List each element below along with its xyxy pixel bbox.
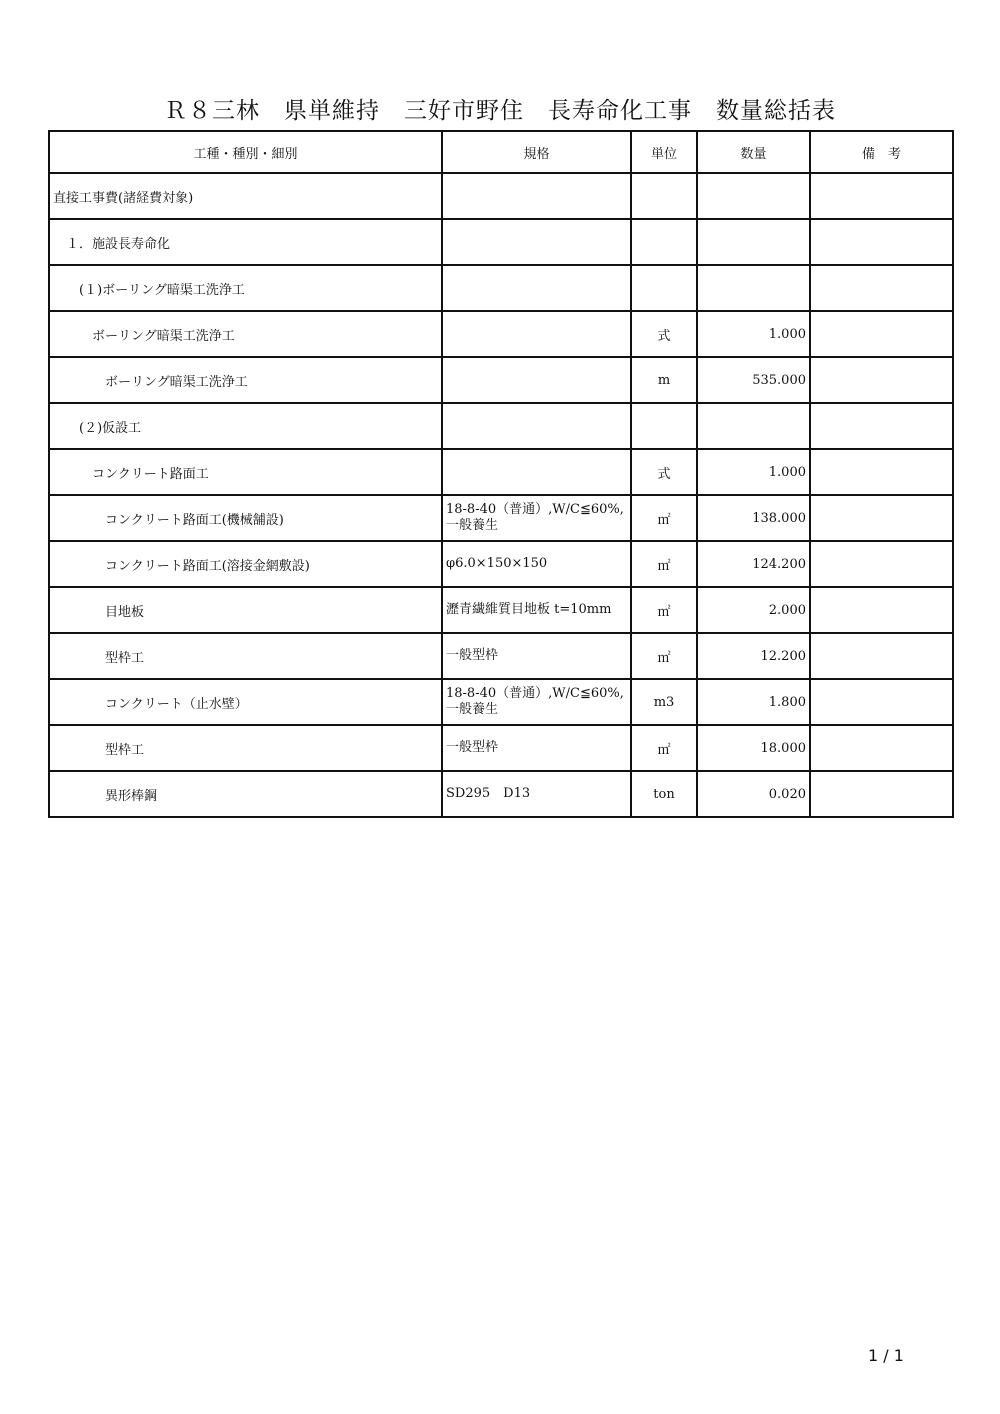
name-cell: (１)ボーリング暗渠工洗浄工 — [49, 265, 442, 311]
name-cell: コンクリート（止水壁） — [49, 679, 442, 725]
note-cell — [810, 219, 953, 265]
table-row — [49, 541, 953, 587]
page-number: 1 / 1 — [868, 1346, 904, 1365]
name-cell: 型枠工 — [49, 633, 442, 679]
name-cell: ボーリング暗渠工洗浄工 — [49, 357, 442, 403]
note-cell — [810, 771, 953, 817]
quantity-cell — [697, 219, 810, 265]
spec-cell: 18-8-40（普通）,W/C≦60%,一般養生 — [442, 495, 631, 541]
header-qty: 数量 — [697, 131, 810, 173]
table-row — [49, 633, 953, 679]
table-row — [49, 449, 953, 495]
quantity-cell — [697, 173, 810, 219]
unit-cell: ton — [631, 771, 697, 817]
spec-cell — [442, 173, 631, 219]
table-row — [49, 219, 953, 265]
note-cell — [810, 311, 953, 357]
table-row — [49, 265, 953, 311]
quantity-cell: 1.800 — [697, 679, 810, 725]
name-cell: コンクリート路面工(機械舗設) — [49, 495, 442, 541]
spec-cell — [442, 449, 631, 495]
note-cell — [810, 265, 953, 311]
page-title: Ｒ８三林 県単維持 三好市野住 長寿命化工事 数量総括表 — [164, 98, 836, 124]
header-spec: 規格 — [442, 131, 631, 173]
header-unit: 単位 — [631, 131, 697, 173]
unit-cell: ㎡ — [631, 495, 697, 541]
spec-cell: φ6.0×150×150 — [442, 541, 631, 587]
unit-cell: ㎡ — [631, 587, 697, 633]
table-row — [49, 173, 953, 219]
note-cell — [810, 173, 953, 219]
unit-cell: ㎡ — [631, 725, 697, 771]
spec-cell — [442, 265, 631, 311]
table-body — [49, 173, 953, 817]
table-row — [49, 357, 953, 403]
unit-cell — [631, 219, 697, 265]
quantity-cell: 18.000 — [697, 725, 810, 771]
name-cell: ボーリング暗渠工洗浄工 — [49, 311, 442, 357]
name-cell: １．施設長寿命化 — [49, 219, 442, 265]
quantity-summary-table — [48, 130, 954, 818]
quantity-cell: 0.020 — [697, 771, 810, 817]
note-cell — [810, 495, 953, 541]
unit-cell: ㎡ — [631, 541, 697, 587]
note-cell — [810, 449, 953, 495]
table-header-row — [49, 131, 953, 173]
unit-cell: m3 — [631, 679, 697, 725]
unit-cell: m — [631, 357, 697, 403]
spec-cell: SD295 D13 — [442, 771, 631, 817]
name-cell: 目地板 — [49, 587, 442, 633]
quantity-cell: 1.000 — [697, 311, 810, 357]
spec-cell — [442, 403, 631, 449]
note-cell — [810, 679, 953, 725]
unit-cell — [631, 265, 697, 311]
quantity-cell: 138.000 — [697, 495, 810, 541]
header-name: 工種・種別・細別 — [49, 131, 442, 173]
table-row — [49, 495, 953, 541]
spec-cell: 一般型枠 — [442, 633, 631, 679]
table-row — [49, 771, 953, 817]
unit-cell: 式 — [631, 311, 697, 357]
quantity-cell: 1.000 — [697, 449, 810, 495]
spec-cell — [442, 219, 631, 265]
quantity-cell: 12.200 — [697, 633, 810, 679]
note-cell — [810, 725, 953, 771]
table-row — [49, 587, 953, 633]
name-cell: (２)仮設工 — [49, 403, 442, 449]
name-cell: コンクリート路面工 — [49, 449, 442, 495]
spec-cell: 18-8-40（普通）,W/C≦60%,一般養生 — [442, 679, 631, 725]
name-cell: コンクリート路面工(溶接金網敷設) — [49, 541, 442, 587]
table-row — [49, 311, 953, 357]
name-cell: 直接工事費(諸経費対象) — [49, 173, 442, 219]
spec-cell — [442, 357, 631, 403]
note-cell — [810, 541, 953, 587]
table-row — [49, 403, 953, 449]
quantity-cell — [697, 403, 810, 449]
table-row — [49, 725, 953, 771]
spec-cell: 一般型枠 — [442, 725, 631, 771]
note-cell — [810, 633, 953, 679]
header-note: 備 考 — [810, 131, 953, 173]
quantity-cell: 535.000 — [697, 357, 810, 403]
unit-cell — [631, 403, 697, 449]
unit-cell: 式 — [631, 449, 697, 495]
quantity-cell: 124.200 — [697, 541, 810, 587]
note-cell — [810, 403, 953, 449]
spec-cell: 瀝青繊維質目地板 t=10mm — [442, 587, 631, 633]
note-cell — [810, 587, 953, 633]
quantity-cell — [697, 265, 810, 311]
unit-cell: ㎡ — [631, 633, 697, 679]
quantity-cell: 2.000 — [697, 587, 810, 633]
unit-cell — [631, 173, 697, 219]
spec-cell — [442, 311, 631, 357]
table-row — [49, 679, 953, 725]
name-cell: 異形棒鋼 — [49, 771, 442, 817]
name-cell: 型枠工 — [49, 725, 442, 771]
note-cell — [810, 357, 953, 403]
